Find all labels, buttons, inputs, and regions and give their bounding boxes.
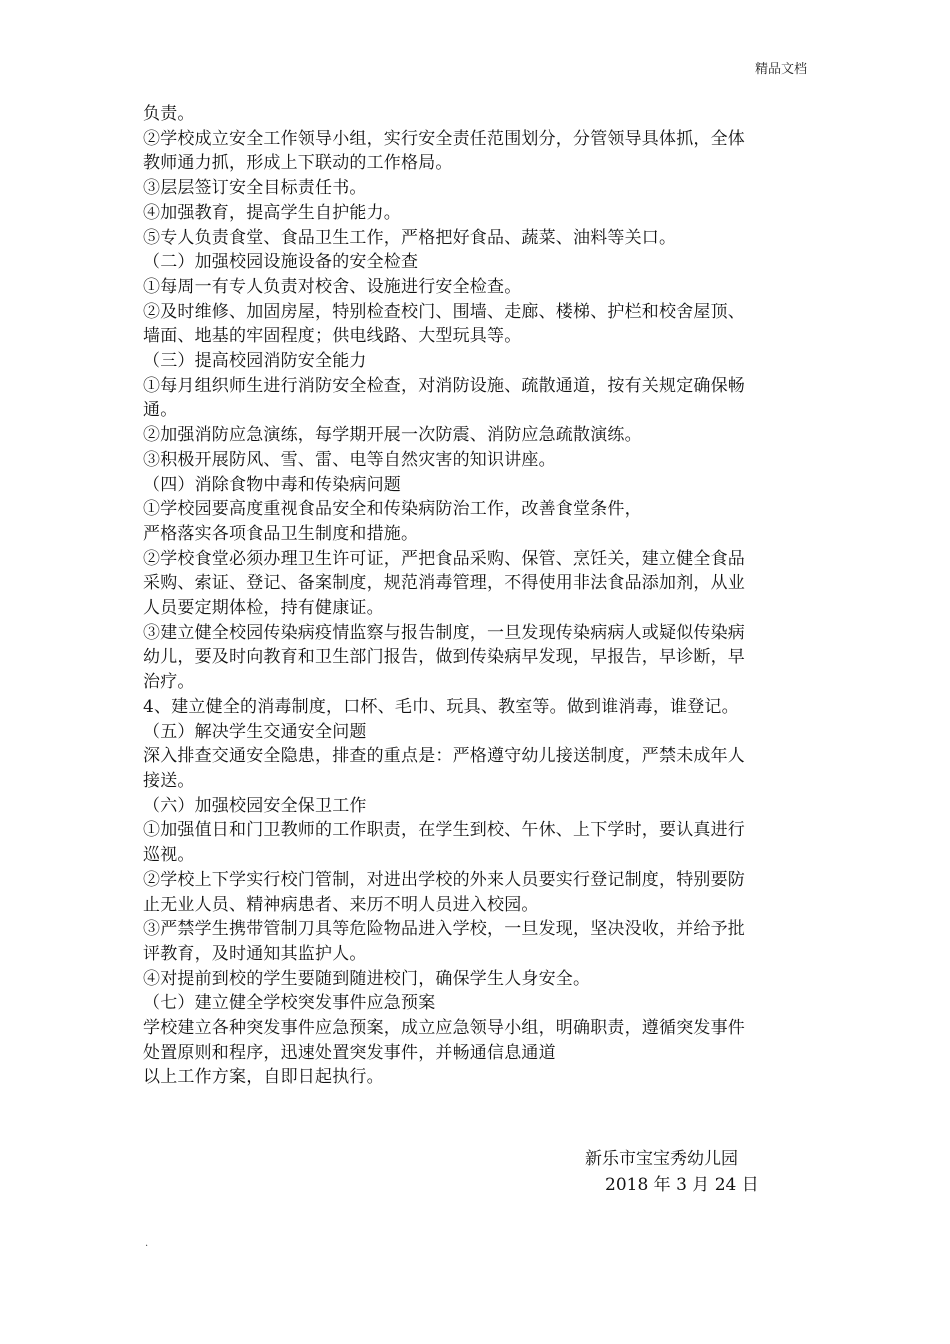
text-line: 评教育，及时通知其监护人。 <box>143 943 367 964</box>
text-line: ⑤专人负责食堂、食品卫生工作，严格把好食品、蔬菜、油料等关口。 <box>143 227 677 248</box>
text-line: 学校建立各种突发事件应急预案，成立应急领导小组，明确职责，遵循突发事件 <box>143 1018 745 1039</box>
signature-block <box>585 1146 759 1198</box>
text-line: 4、建立健全的消毒制度，口杯、毛巾、玩具、教室等。做到谁消毒，谁登记。 <box>143 696 739 717</box>
page-header: 精品文档 <box>754 62 807 77</box>
signature-organization: 新乐市宝宝秀幼儿园 <box>585 1149 738 1169</box>
text-line: ②加强消防应急演练，每学期开展一次防震、消防应急疏散演练。 <box>143 425 642 446</box>
text-line: 治疗。 <box>143 672 195 693</box>
text-line: 幼儿，要及时向教育和卫生部门报告，做到传染病早发现，早报告，早诊断，早 <box>143 647 745 668</box>
text-line: （七）建立健全学校突发事件应急预案 <box>143 993 436 1014</box>
text-line: ②学校食堂必须办理卫生许可证，严把食品采购、保管、烹饪关，建立健全食品 <box>143 548 745 569</box>
text-line: 通。 <box>143 400 178 421</box>
text-line: ①学校园要高度重视食品安全和传染病防治工作，改善食堂条件， <box>143 499 642 520</box>
footer-mark: . <box>145 1238 149 1249</box>
text-line: 止无业人员、精神病患者、来历不明人员进入校园。 <box>143 894 539 915</box>
text-line: （三）提高校园消防安全能力 <box>143 351 367 372</box>
text-line: 采购、索证、登记、备案制度，规范消毒管理，不得使用非法食品添加剂，从业 <box>143 573 745 594</box>
text-line: ②及时维修、加固房屋，特别检查校门、围墙、走廊、楼梯、护栏和校舍屋顶、 <box>143 301 745 322</box>
text-line: （四）消除食物中毒和传染病问题 <box>143 474 401 495</box>
text-line: ③积极开展防风、雪、雷、电等自然灾害的知识讲座。 <box>143 449 556 470</box>
text-line: ②学校上下学实行校门管制，对进出学校的外来人员要实行登记制度，特别要防 <box>143 869 745 890</box>
text-line: ②学校成立安全工作领导小组，实行安全责任范围划分，分管领导具体抓，全体 <box>143 128 745 149</box>
text-line: 严格落实各项食品卫生制度和措施。 <box>143 523 419 544</box>
text-line: 接送。 <box>143 770 195 791</box>
text-line: 教师通力抓，形成上下联动的工作格局。 <box>143 153 453 174</box>
text-line: 巡视。 <box>143 845 195 866</box>
text-line: ①每周一有专人负责对校舍、设施进行安全检查。 <box>143 276 522 297</box>
text-line: 以上工作方案，自即日起执行。 <box>143 1067 384 1088</box>
text-line: ③建立健全校园传染病疫情监察与报告制度，一旦发现传染病病人或疑似传染病 <box>143 622 745 643</box>
text-line: ④对提前到校的学生要随到随进校门，确保学生人身安全。 <box>143 968 591 989</box>
document-body <box>143 102 815 1090</box>
text-line: 负责。 <box>143 104 195 124</box>
text-line: （五）解决学生交通安全问题 <box>143 721 367 742</box>
text-line: 处置原则和程序，迅速处置突发事件，并畅通信息通道 <box>143 1042 556 1063</box>
text-line: ①每月组织师生进行消防安全检查，对消防设施、疏散通道，按有关规定确保畅 <box>143 375 745 396</box>
text-line: ④加强教育，提高学生自护能力。 <box>143 202 401 223</box>
text-line: （二）加强校园设施设备的安全检查 <box>143 252 419 273</box>
text-line: ③严禁学生携带管制刀具等危险物品进入学校，一旦发现，坚决没收，并给予批 <box>143 919 745 940</box>
text-line: 人员要定期体检，持有健康证。 <box>143 598 384 619</box>
text-line: 墙面、地基的牢固程度；供电线路、大型玩具等。 <box>143 326 522 347</box>
text-line: ①加强值日和门卫教师的工作职责，在学生到校、午休、上下学时，要认真进行 <box>143 820 745 841</box>
text-line: （六）加强校园安全保卫工作 <box>143 795 367 816</box>
text-line: ③层层签订安全目标责任书。 <box>143 178 367 199</box>
text-line: 深入排查交通安全隐患，排查的重点是：严格遵守幼儿接送制度，严禁未成年人 <box>143 746 745 767</box>
signature-date: 2018 年 3 月 24 日 <box>605 1175 759 1195</box>
